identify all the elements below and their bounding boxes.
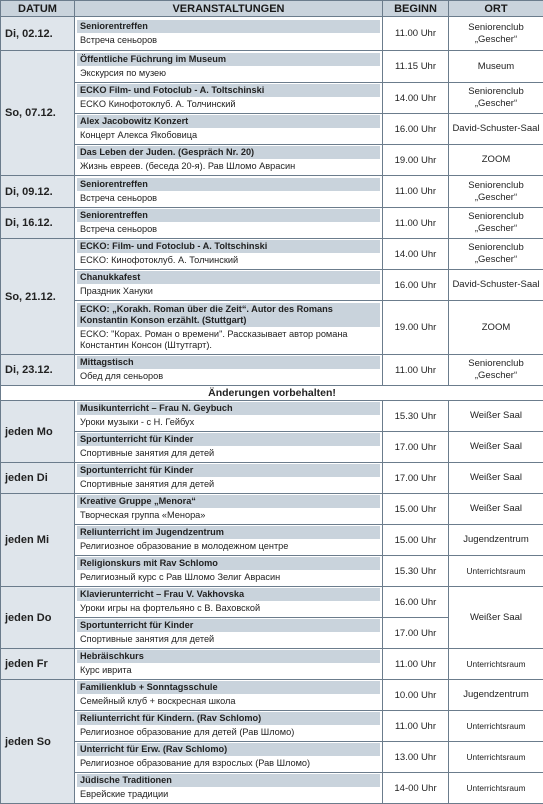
event-subtitle: Праздник Хануки [77,284,380,299]
table-row [1,114,543,145]
place-cell: Weißer Saal [449,587,543,649]
table-row [1,432,543,463]
header-ort: ORT [449,1,543,17]
event-subtitle: Обед для сеньоров [77,369,380,384]
place-cell: Unterrichtsraum [449,711,543,742]
event-title: Seniorentreffen [77,178,380,191]
place-cell: Museum [449,51,543,83]
time-cell: 11.00 Uhr [383,711,449,742]
event-title: Reliunterricht für Kindern. (Rav Schlomo) [77,712,380,725]
time-cell: 16.00 Uhr [383,114,449,145]
table-row [1,176,543,208]
event-cell [75,401,383,432]
event-title: Mittagstisch [77,356,380,369]
event-cell [75,176,383,208]
event-title: Sportunterricht für Kinder [77,464,380,477]
event-title: Musikunterricht – Frau N. Geybuch [77,402,380,415]
event-cell [75,525,383,556]
event-title: Seniorentreffen [77,20,380,33]
place-cell: Weißer Saal [449,494,543,525]
event-title: ECKO Film- und Fotoclub - A. Toltschinski [77,84,380,97]
place-cell: Seniorenclub „Gescher“ [449,208,543,239]
event-subtitle: Курс иврита [77,663,380,678]
event-cell [75,556,383,587]
event-title: Religionskurs mit Rav Schlomo [77,557,380,570]
changes-notice: Änderungen vorbehalten! [1,386,543,401]
time-cell: 11.00 Uhr [383,208,449,239]
time-cell: 19.00 Uhr [383,145,449,176]
date-cell: jeden Fr [1,649,75,680]
event-cell [75,83,383,114]
table-row [1,556,543,587]
date-cell: jeden Do [1,587,75,649]
event-cell [75,463,383,494]
event-subtitle: Спортивные занятия для детей [77,446,380,461]
event-cell [75,432,383,463]
event-subtitle: ECKO Кинофотоклуб. А. Толчинский [77,97,380,112]
place-cell: Seniorenclub „Gescher“ [449,355,543,386]
event-title: Sportunterricht für Kinder [77,619,380,632]
event-cell [75,355,383,386]
time-cell: 17.00 Uhr [383,463,449,494]
event-title: Hebräischkurs [77,650,380,663]
table-row [1,270,543,301]
time-cell: 14.00 Uhr [383,239,449,270]
time-cell: 17.00 Uhr [383,432,449,463]
event-subtitle: Жизнь евреев. (беседа 20-я). Рав Шломо Авраcин [77,159,380,174]
place-cell: Unterrichtsraum [449,556,543,587]
event-cell [75,618,383,649]
table-row [1,239,543,270]
time-cell: 15.00 Uhr [383,494,449,525]
event-cell [75,301,383,355]
time-cell: 16.00 Uhr [383,587,449,618]
table-row [1,51,543,83]
event-subtitle: Экскурсия по музею [77,66,380,81]
event-subtitle: Спортивные занятия для детей [77,477,380,492]
time-cell: 15.30 Uhr [383,401,449,432]
event-subtitle: Уроки игры на фортельяно с В. Ваховской [77,601,380,616]
place-cell: Weißer Saal [449,463,543,494]
date-cell: So, 07.12. [1,51,75,176]
event-title: ECKO: „Korakh. Roman über die Zeit“. Autor des Romans Konstantin Konson erzählt. (Stuttgart) [77,303,380,327]
table-row [1,208,543,239]
event-cell [75,494,383,525]
place-cell: Jugendzentrum [449,680,543,711]
table-row [1,773,543,804]
place-cell: David-Schuster-Saal [449,114,543,145]
event-title: Klavierunterricht – Frau V. Vakhovska [77,588,380,601]
event-subtitle: ECKO: Кинофотоклуб. А. Толчинский [77,253,380,268]
event-title: Jüdische Traditionen [77,774,380,787]
event-cell [75,711,383,742]
time-cell: 15.30 Uhr [383,556,449,587]
time-cell: 11.00 Uhr [383,355,449,386]
event-subtitle: Еврейские традиции [77,787,380,802]
table-row [1,83,543,114]
table-row [1,301,543,355]
place-cell: Unterrichtsraum [449,773,543,804]
event-cell [75,680,383,711]
table-row [1,525,543,556]
event-cell [75,17,383,51]
table-row [1,145,543,176]
place-cell: David-Schuster-Saal [449,270,543,301]
table-row [1,587,543,618]
event-cell [75,208,383,239]
event-cell [75,145,383,176]
event-title: Chanukkafest [77,271,380,284]
date-cell: jeden Mo [1,401,75,463]
event-subtitle: Религиозное образование в молодежном центре [77,539,380,554]
event-cell [75,51,383,83]
table-row [1,711,543,742]
date-cell: jeden Di [1,463,75,494]
event-title: Öffentliche Füchrung im Museum [77,53,380,66]
event-title: Das Leben der Juden. (Gespräch Nr. 20) [77,146,380,159]
event-subtitle: Встреча сеньоров [77,33,380,48]
date-cell: Di, 16.12. [1,208,75,239]
time-cell: 14-00 Uhr [383,773,449,804]
event-subtitle: Концерт Алекса Якобовица [77,128,380,143]
event-title: Reliunterricht im Jugendzentrum [77,526,380,539]
event-cell [75,587,383,618]
header-veranstaltungen: VERANSTALTUNGEN [75,1,383,17]
time-cell: 11.00 Uhr [383,649,449,680]
place-cell: Seniorenclub „Gescher“ [449,83,543,114]
time-cell: 14.00 Uhr [383,83,449,114]
event-title: ECKO: Film- und Fotoclub - A. Toltschinski [77,240,380,253]
table-row [1,355,543,386]
place-cell: Unterrichtsraum [449,742,543,773]
time-cell: 17.00 Uhr [383,618,449,649]
event-cell [75,239,383,270]
date-cell: Di, 09.12. [1,176,75,208]
date-cell: Di, 23.12. [1,355,75,386]
date-cell: jeden So [1,680,75,804]
event-cell [75,742,383,773]
event-title: Sportunterricht für Kinder [77,433,380,446]
event-cell [75,114,383,145]
event-subtitle: Встреча сеньоров [77,222,380,237]
event-subtitle: Творческая группа «Менора» [77,508,380,523]
event-title: Kreative Gruppe „Menora“ [77,495,380,508]
event-subtitle: Уроки музыки - с Н. Гейбух [77,415,380,430]
event-subtitle: Религиозный курс с Рав Шломо Зелиг Авраcин [77,570,380,585]
event-cell [75,270,383,301]
table-row [1,494,543,525]
event-subtitle: Встреча сеньоров [77,191,380,206]
table-row [1,401,543,432]
place-cell: ZOOM [449,301,543,355]
place-cell: Jugendzentrum [449,525,543,556]
time-cell: 16.00 Uhr [383,270,449,301]
event-subtitle: Спортивные занятия для детей [77,632,380,647]
table-row [1,742,543,773]
header-beginn: BEGINN [383,1,449,17]
event-title: Seniorentreffen [77,209,380,222]
event-title: Familienklub + Sonntagsschule [77,681,380,694]
time-cell: 13.00 Uhr [383,742,449,773]
place-cell: Unterrichtsraum [449,649,543,680]
event-cell [75,649,383,680]
time-cell: 19.00 Uhr [383,301,449,355]
event-subtitle: Религиозное образование для взрослых (Рав Шломо) [77,756,380,771]
table-row [1,463,543,494]
table-header [1,1,543,17]
place-cell: Seniorenclub „Gescher“ [449,239,543,270]
time-cell: 11.00 Uhr [383,176,449,208]
date-cell: Di, 02.12. [1,17,75,51]
date-cell: jeden Mi [1,494,75,587]
date-cell: So, 21.12. [1,239,75,355]
notice-row [1,386,543,401]
place-cell: Seniorenclub „Gescher“ [449,17,543,51]
event-cell [75,773,383,804]
place-cell: ZOOM [449,145,543,176]
time-cell: 11.15 Uhr [383,51,449,83]
event-title: Alex Jacobowitz Konzert [77,115,380,128]
event-subtitle: Религиозное образование для детей (Рав Шломо) [77,725,380,740]
place-cell: Weißer Saal [449,401,543,432]
place-cell: Seniorenclub „Gescher“ [449,176,543,208]
table-row [1,649,543,680]
time-cell: 15.00 Uhr [383,525,449,556]
time-cell: 11.00 Uhr [383,17,449,51]
table-row [1,680,543,711]
header-datum: DATUM [1,1,75,17]
time-cell: 10.00 Uhr [383,680,449,711]
event-title: Unterricht für Erw. (Rav Schlomo) [77,743,380,756]
table-row [1,17,543,51]
place-cell: Weißer Saal [449,432,543,463]
event-subtitle: Семейный клуб + воскресная школа [77,694,380,709]
event-subtitle: ECKO: "Корах. Роман о времени". Рассказывает автор романа Константин Консон (Штутгарт). [77,327,380,353]
